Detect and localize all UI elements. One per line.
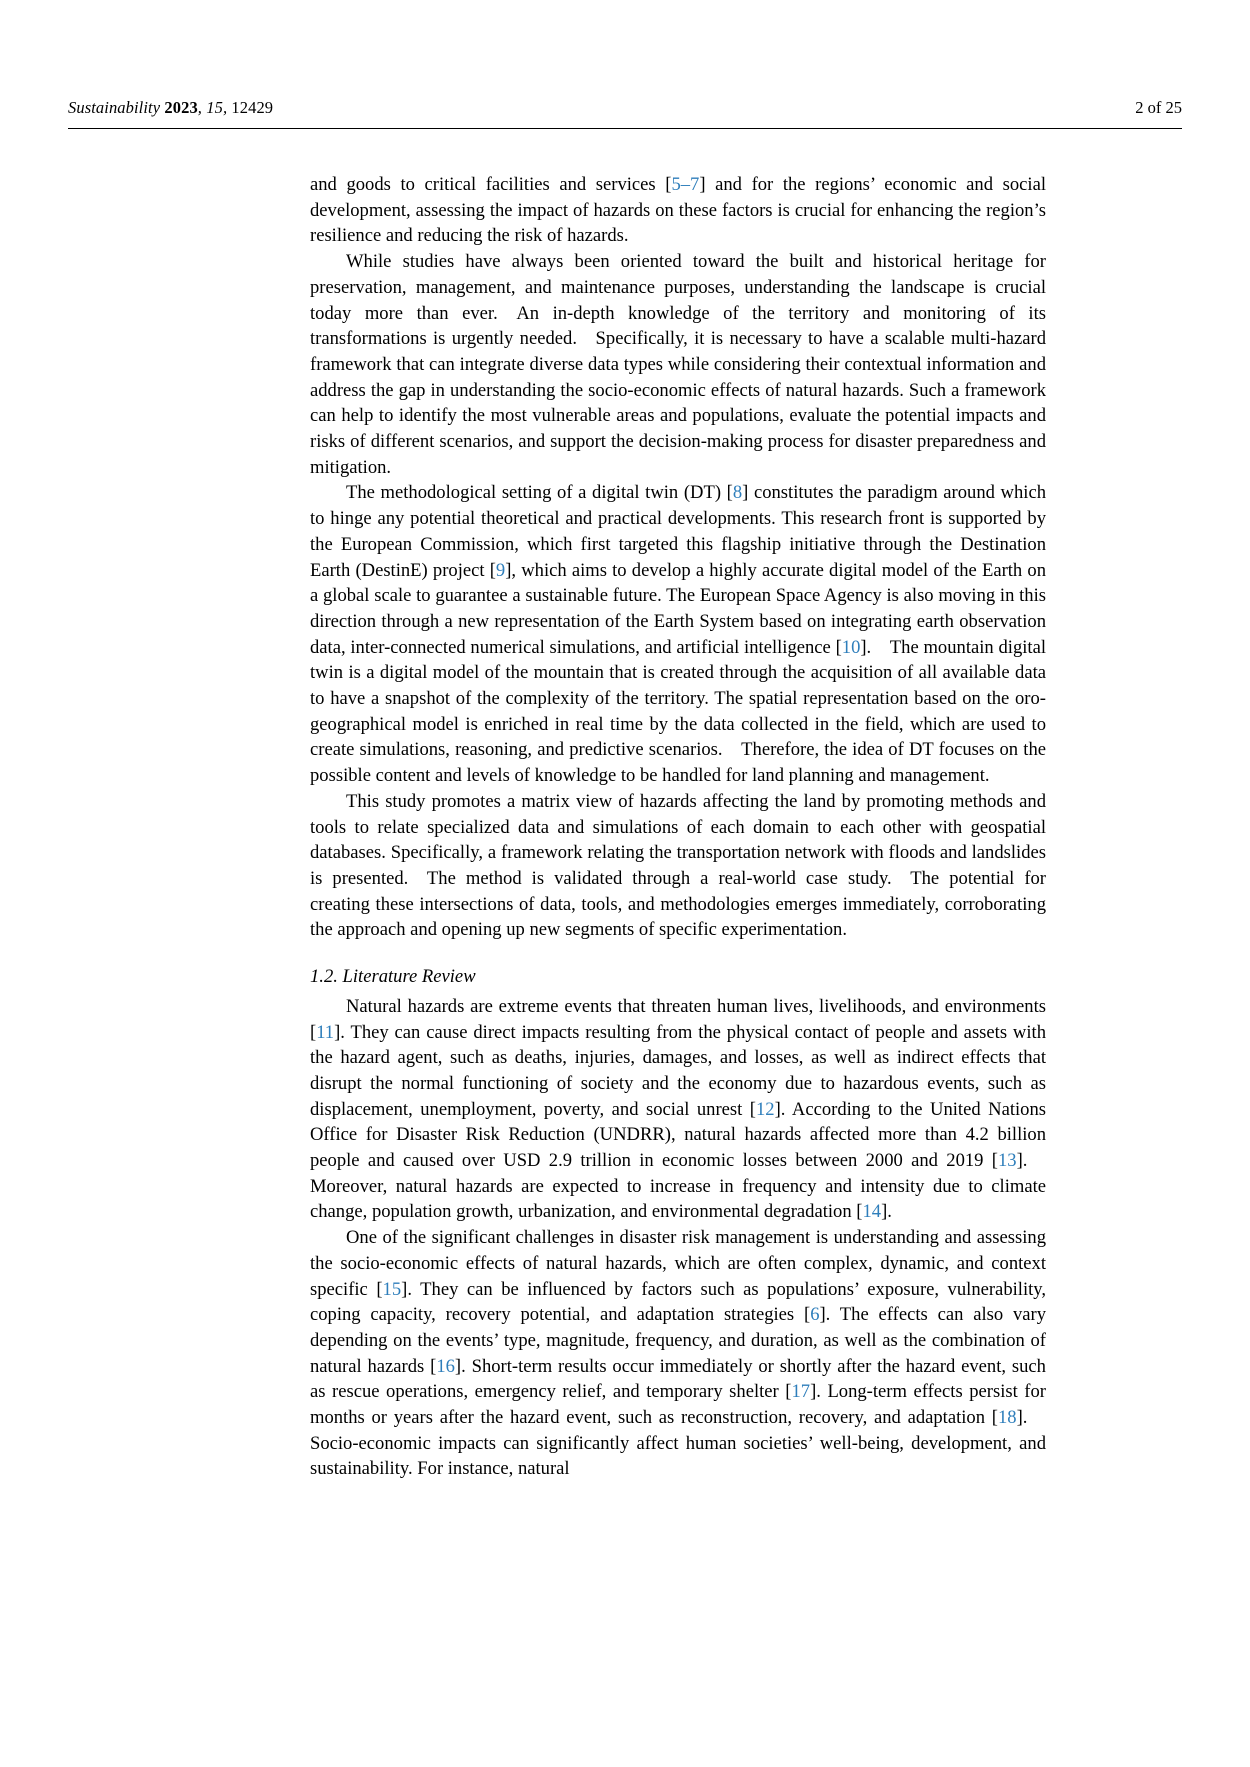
citation-link[interactable]: 13 <box>997 1150 1017 1172</box>
paragraph <box>310 480 1046 788</box>
citation-link[interactable]: 14 <box>862 1201 882 1223</box>
text-run: ]. The mountain digital twin is a digital model of the mountain that is created through the acquisition of all available data to have a snapshot of the complexity of the territory. The spatial representation based on the oro-geographical model is enriched in real time by the data collected in the field, which are used to create simulations, reasoning, and predictive scenarios. Therefore, the idea of DT focuses on the possible content and levels of knowledge to be handled for land planning and management. <box>310 636 1046 787</box>
paragraph <box>310 994 1046 1225</box>
text-run: ]. <box>881 1201 892 1223</box>
journal-comma-1: , <box>197 98 207 117</box>
paragraph <box>310 789 1046 943</box>
citation-link[interactable]: 8 <box>732 482 743 504</box>
text-run: ]. Long-term effects persist for months or years after the hazard event, such as reconstruction, recovery, and adaptation [ <box>310 1381 1046 1429</box>
running-header <box>68 98 1182 118</box>
section-heading-literature-review: 1.2. Literature Review <box>310 966 476 988</box>
citation-link[interactable]: 15 <box>382 1278 402 1300</box>
text-run: ]. They can be influenced by factors such as populations’ exposure, vulnerability, coping capacity, recovery potential, and adaptation strategies [ <box>310 1278 1047 1326</box>
text-run: ]. Socio-economic impacts can significantly affect human societies’ well-being, development, and sustainability. For instance, natural <box>310 1407 1046 1480</box>
text-run: Natural hazards are extreme events that threaten human lives, livelihoods, and environments [ <box>310 995 1046 1043</box>
page-number: 2 of 25 <box>1135 98 1182 117</box>
paragraph <box>310 172 1046 249</box>
text-run: and goods to critical facilities and services [ <box>310 174 672 195</box>
text-run: ], which aims to develop a highly accurate digital model of the Earth on a global scale to guarantee a sustainable future. The European Space Agency is also moving in this direction through a new representation of the Earth System based on integrating earth observation data, inter-connected numerical simulations, and artificial intelligence [ <box>310 559 1046 658</box>
citation-link[interactable]: 11 <box>316 1021 335 1043</box>
spacer-before-heading <box>310 943 1046 964</box>
citation-link[interactable]: 9 <box>495 559 506 581</box>
text-run: ] constitutes the paradigm around which to hinge any potential theoretical and practical developments. This research front is supported by the European Commission, which first targeted this flagship initiative through the Destination Earth (DestinE) project [ <box>310 482 1046 581</box>
citation-link[interactable]: 18 <box>997 1407 1017 1429</box>
citation-link[interactable]: 5–7 <box>671 174 700 195</box>
header-divider <box>68 128 1182 129</box>
citation-link[interactable]: 12 <box>756 1098 775 1120</box>
citation-link[interactable]: 10 <box>841 636 861 658</box>
journal-name: Sustainability <box>68 98 161 117</box>
text-run: ]. They can cause direct impacts resulting from the physical contact of people and assets with the hazard agent, such as deaths, injuries, damages, and losses, as well as indirect effects that disrupt the normal functioning of society and the economy due to hazardous events, such as displacement, unemployment, poverty, and social unrest [ <box>310 1021 1046 1120</box>
journal-issue: 15 <box>206 98 223 117</box>
journal-comma-2: , <box>222 98 232 117</box>
paragraph-group-literature-review <box>310 994 1046 1482</box>
journal-reference <box>68 98 273 118</box>
text-run: While studies have always been oriented toward the built and historical heritage for preservation, management, and maintenance purposes, understanding the landscape is crucial today more than ever. An in-depth knowledge of the territory and monitoring of its transformations is urgently needed. Specifically, it is necessary to have a scalable multi-hazard framework that can integrate diverse data types while considering their contextual information and address the gap in understanding the socio-economic effects of natural hazards. Such a framework can help to identify the most vulnerable areas and populations, evaluate the potential impacts and risks of different scenarios, and support the decision-making process for disaster preparedness and mitigation. <box>310 251 1046 478</box>
journal-article-number: 12429 <box>231 98 274 117</box>
text-run: ]. The effects can also vary depending on the events’ type, magnitude, frequency, and duration, as well as the combination of natural hazards [ <box>310 1304 1047 1377</box>
text-run: ] and for the regions’ economic and social development, assessing the impact of hazards on these factors is crucial for enhancing the region’s resilience and reducing the risk of hazards. <box>310 174 1046 247</box>
paragraph <box>310 1225 1046 1482</box>
citation-link[interactable]: 6 <box>810 1304 820 1326</box>
text-run: ]. According to the United Nations Office for Disaster Risk Reduction (UNDRR), natural hazards affected more than 4.2 billion people and caused over USD 2.9 trillion in economic losses between 2000 and 2019 [ <box>310 1098 1046 1172</box>
text-run: The methodological setting of a digital twin (DT) [ <box>346 482 733 504</box>
paragraph <box>310 249 1046 480</box>
text-run: ]. Moreover, natural hazards are expected to increase in frequency and intensity due to climate change, population growth, urbanization, and environmental degradation [ <box>310 1150 1046 1223</box>
body-text-column <box>310 172 1046 1482</box>
text-run: One of the significant challenges in disaster risk management is understanding and assessing the socio-economic effects of natural hazards, which are often complex, dynamic, and context specific [ <box>310 1227 1046 1300</box>
citation-link[interactable]: 16 <box>436 1355 455 1377</box>
citation-link[interactable]: 17 <box>791 1381 811 1403</box>
paragraph-group-intro <box>310 172 1046 943</box>
text-run: ]. Short-term results occur immediately or shortly after the hazard event, such as rescue operations, emergency relief, and temporary shelter [ <box>310 1355 1046 1403</box>
text-run: This study promotes a matrix view of hazards affecting the land by promoting methods and tools to relate specialized data and simulations of each domain to each other with geospatial databases. Specifically, a framework relating the transportation network with floods and landslides is presented. The method is validated through a real-world case study. The potential for creating these intersections of data, tools, and methodologies emerges immediately, corroborating the approach and opening up new segments of specific experimentation. <box>310 790 1046 941</box>
journal-year: 2023 <box>164 98 198 117</box>
